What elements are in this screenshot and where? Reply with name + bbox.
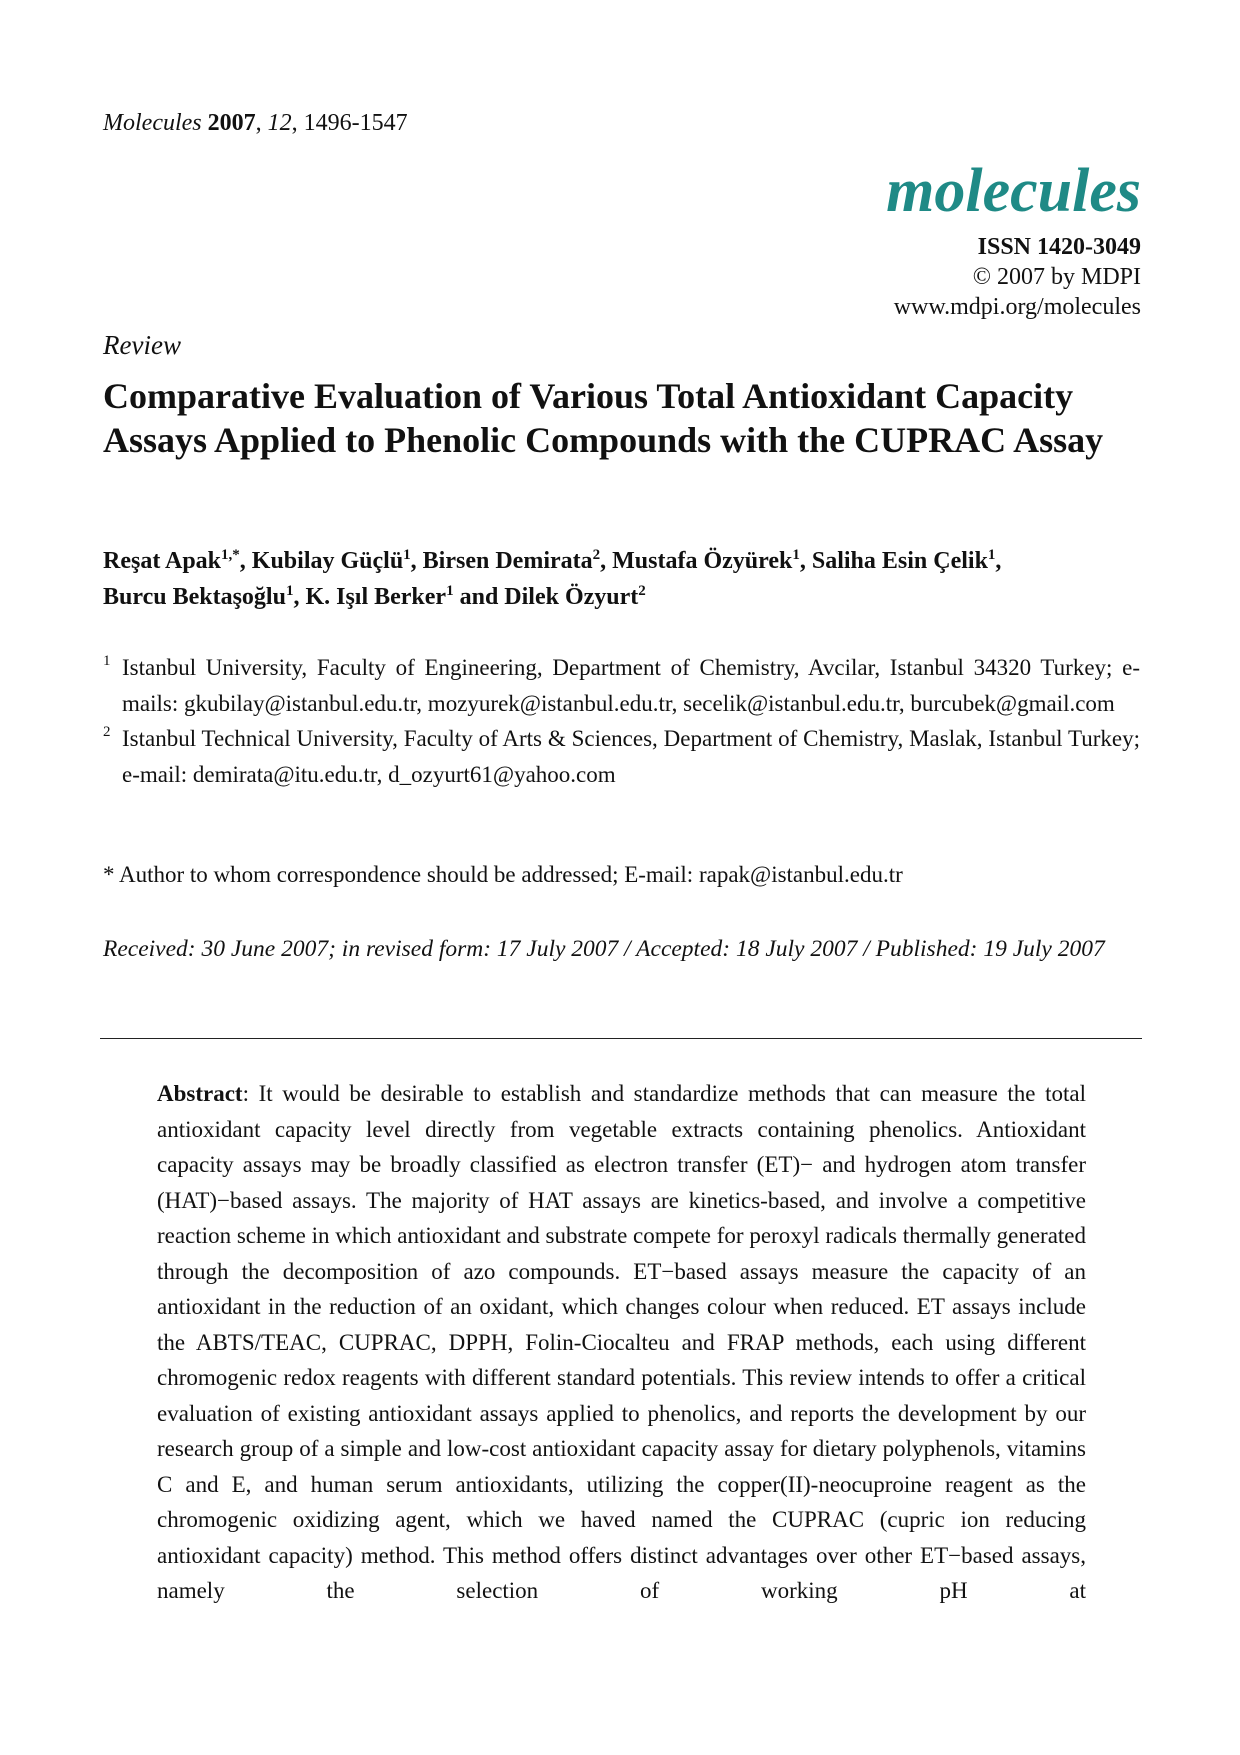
- affiliation-text: Istanbul Technical University, Faculty of Arts & Sciences, Department of Chemistry, Maslak, Istanbul Turkey; e-mail: demirata@itu.edu.tr, d_ozyurt61@yahoo.com: [122, 726, 1140, 787]
- abstract-text: : It would be desirable to establish and standardize methods that can measure the total antioxidant capacity level directly from vegetable extracts containing phenolics. Antioxidant capacity assays may be broadly classified as electron transfer (ET)− and hydrogen atom transfer (HAT)−based assays. The majority of HAT assays are kinetics-based, and involve a competitive reaction scheme in which antioxidant and substrate compete for peroxyl radicals thermally generated through the decomposition of azo compounds. ET−based assays measure the capacity of an antioxidant in the reduction of an oxidant, which changes colour when reduced. ET assays include the ABTS/TEAC, CUPRAC, DPPH, Folin-Ciocalteu and FRAP methods, each using different chromogenic redox reagents with different standard potentials. This review intends to offer a critical evaluation of existing antioxidant assays applied to phenolics, and reports the development by our research group of a simple and low-cost antioxidant capacity assay for dietary polyphenols, vitamins C and E, and human serum antioxidants, utilizing the copper(II)-neocuproine reagent as the chromogenic oxidizing agent, which we haved named the CUPRAC (cupric ion reducing antioxidant capacity) method. This method offers distinct advantages over other ET−based assays, namely the selection of working pH at: [157, 1081, 1086, 1603]
- author-name: Birsen Demirata: [422, 548, 593, 574]
- correspondence-note: * Author to whom correspondence should be addressed; E-mail: rapak@istanbul.edu.tr: [103, 862, 903, 887]
- affiliation-text: Istanbul University, Faculty of Engineering, Department of Chemistry, Avcilar, Istanbul 34320 Turkey; e-mails: gkubilay@istanbul.edu.tr, mozyurek@istanbul.edu.tr, secelik@istanbul.edu.tr, burcubek@gmail.com: [122, 655, 1140, 716]
- affiliation-number: 2: [103, 724, 111, 740]
- author-name: Burcu Bektaşoğlu: [103, 584, 286, 610]
- author-name: Saliha Esin Çelik: [811, 548, 988, 574]
- issn: ISSN 1420-3049: [977, 234, 1141, 260]
- paper-title: Comparative Evaluation of Various Total Antioxidant Capacity Assays Applied to Phenolic Compounds with the CUPRAC Assay: [103, 376, 1104, 460]
- author-affil-ref: 2: [592, 547, 601, 563]
- citation-year: 2007: [207, 110, 256, 136]
- author-affil-ref: 1: [285, 583, 294, 599]
- abstract-label: Abstract: [157, 1081, 243, 1106]
- author-name: Reşat Apak: [103, 548, 222, 574]
- publication-dates: Received: 30 June 2007; in revised form: 17 July 2007 / Accepted: 18 July 2007 / Published: 19 July 2007: [103, 936, 1105, 962]
- citation-line: Molecules 2007, 12, 1496-1547: [103, 110, 408, 136]
- author-affil-ref: 2: [638, 583, 646, 599]
- section-divider: [100, 1038, 1142, 1039]
- author-affil-ref: 1,*: [221, 547, 240, 563]
- affiliations: [103, 650, 1140, 792]
- author-affil-ref: 1: [792, 547, 800, 563]
- author-affil-ref: 1: [987, 547, 996, 563]
- affiliation-number: 1: [103, 653, 111, 669]
- abstract: [157, 1076, 1086, 1609]
- affiliation-item: [103, 721, 1140, 792]
- author-list: Reşat Apak$^{1,*}$, Kubilay Güçlü$^1$, Birsen Demirata$^2$, Mustafa Özyürek$^1$, Saliha Esin Çelik$^1$, Burcu Bektaşoğlu$^1$, K. Işıl Berker$^1$ and Dilek Özyurt$^2$: [103, 547, 1002, 610]
- affiliation-item: [103, 650, 1140, 721]
- citation-journal: Molecules: [103, 110, 202, 136]
- author-name: K. Işıl Berker: [305, 584, 447, 610]
- journal-logo: molecules: [886, 157, 1141, 225]
- article-type: Review: [103, 330, 181, 360]
- author-affil-ref: 1: [403, 547, 411, 563]
- journal-url[interactable]: www.mdpi.org/molecules: [893, 294, 1141, 320]
- author-name: Mustafa Özyürek: [612, 548, 793, 574]
- author-name: Kubilay Güçlü: [251, 548, 404, 574]
- citation-volume: 12: [267, 110, 292, 136]
- citation-pages: 1496-1547: [303, 110, 408, 136]
- publication-info: [894, 232, 1141, 322]
- copyright: © 2007 by MDPI: [972, 264, 1141, 290]
- author-affil-ref: 1: [446, 583, 454, 599]
- author-name: Dilek Özyurt: [504, 584, 639, 610]
